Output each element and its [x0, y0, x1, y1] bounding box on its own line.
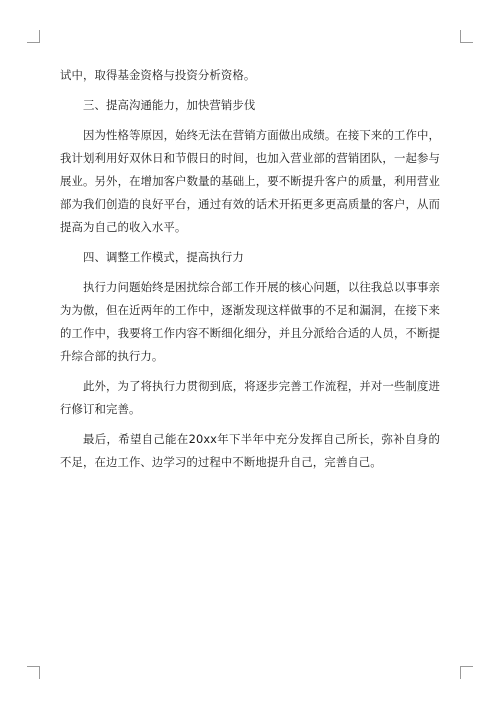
crop-mark-bottom-left — [27, 666, 40, 679]
crop-mark-top-left — [27, 30, 40, 43]
section-heading-communication: 三、提高沟通能力，加快营销步伐 — [83, 98, 256, 112]
section-heading-execution: 四、调整工作模式，提高执行力 — [83, 250, 244, 264]
document-body — [60, 64, 440, 481]
crop-mark-bottom-right — [460, 666, 473, 679]
paragraph-continuation: 试中，取得基金资格与投资分析资格。 — [60, 68, 256, 82]
paragraph-process: 此外，为了将执行力贯彻到底，将逐步完善工作流程，并对一些制度进行修订和完善。 — [60, 379, 440, 416]
paragraph-conclusion: 最后，希望自己能在20xx年下半年中充分发挥自己所长，弥补自身的不足，在边工作、边学习的过程中不断地提升自己，完善自己。 — [60, 432, 440, 469]
paragraph-marketing: 因为性格等原因，始终无法在营销方面做出成绩。在接下来的工作中，我计划利用好双休日和节假日的时间，也加入营业部的营销团队，一起参与展业。另外，在增加客户数量的基础上，要不断提升客户的质量，利用营业部为我们创造的良好平台，通过有效的话术开拓更多更高质量的客户，从而提高为自己的收入水平。 — [60, 128, 440, 234]
paragraph-execution: 执行力问题始终是困扰综合部工作开展的核心问题，以往我总以事事亲为为傲，但在近两年的工作中，逐渐发现这样做事的不足和漏洞，在接下来的工作中，我要将工作内容不断细化细分，并且分派给合适的人员，不断提升综合部的执行力。 — [60, 280, 440, 363]
crop-mark-top-right — [460, 30, 473, 43]
